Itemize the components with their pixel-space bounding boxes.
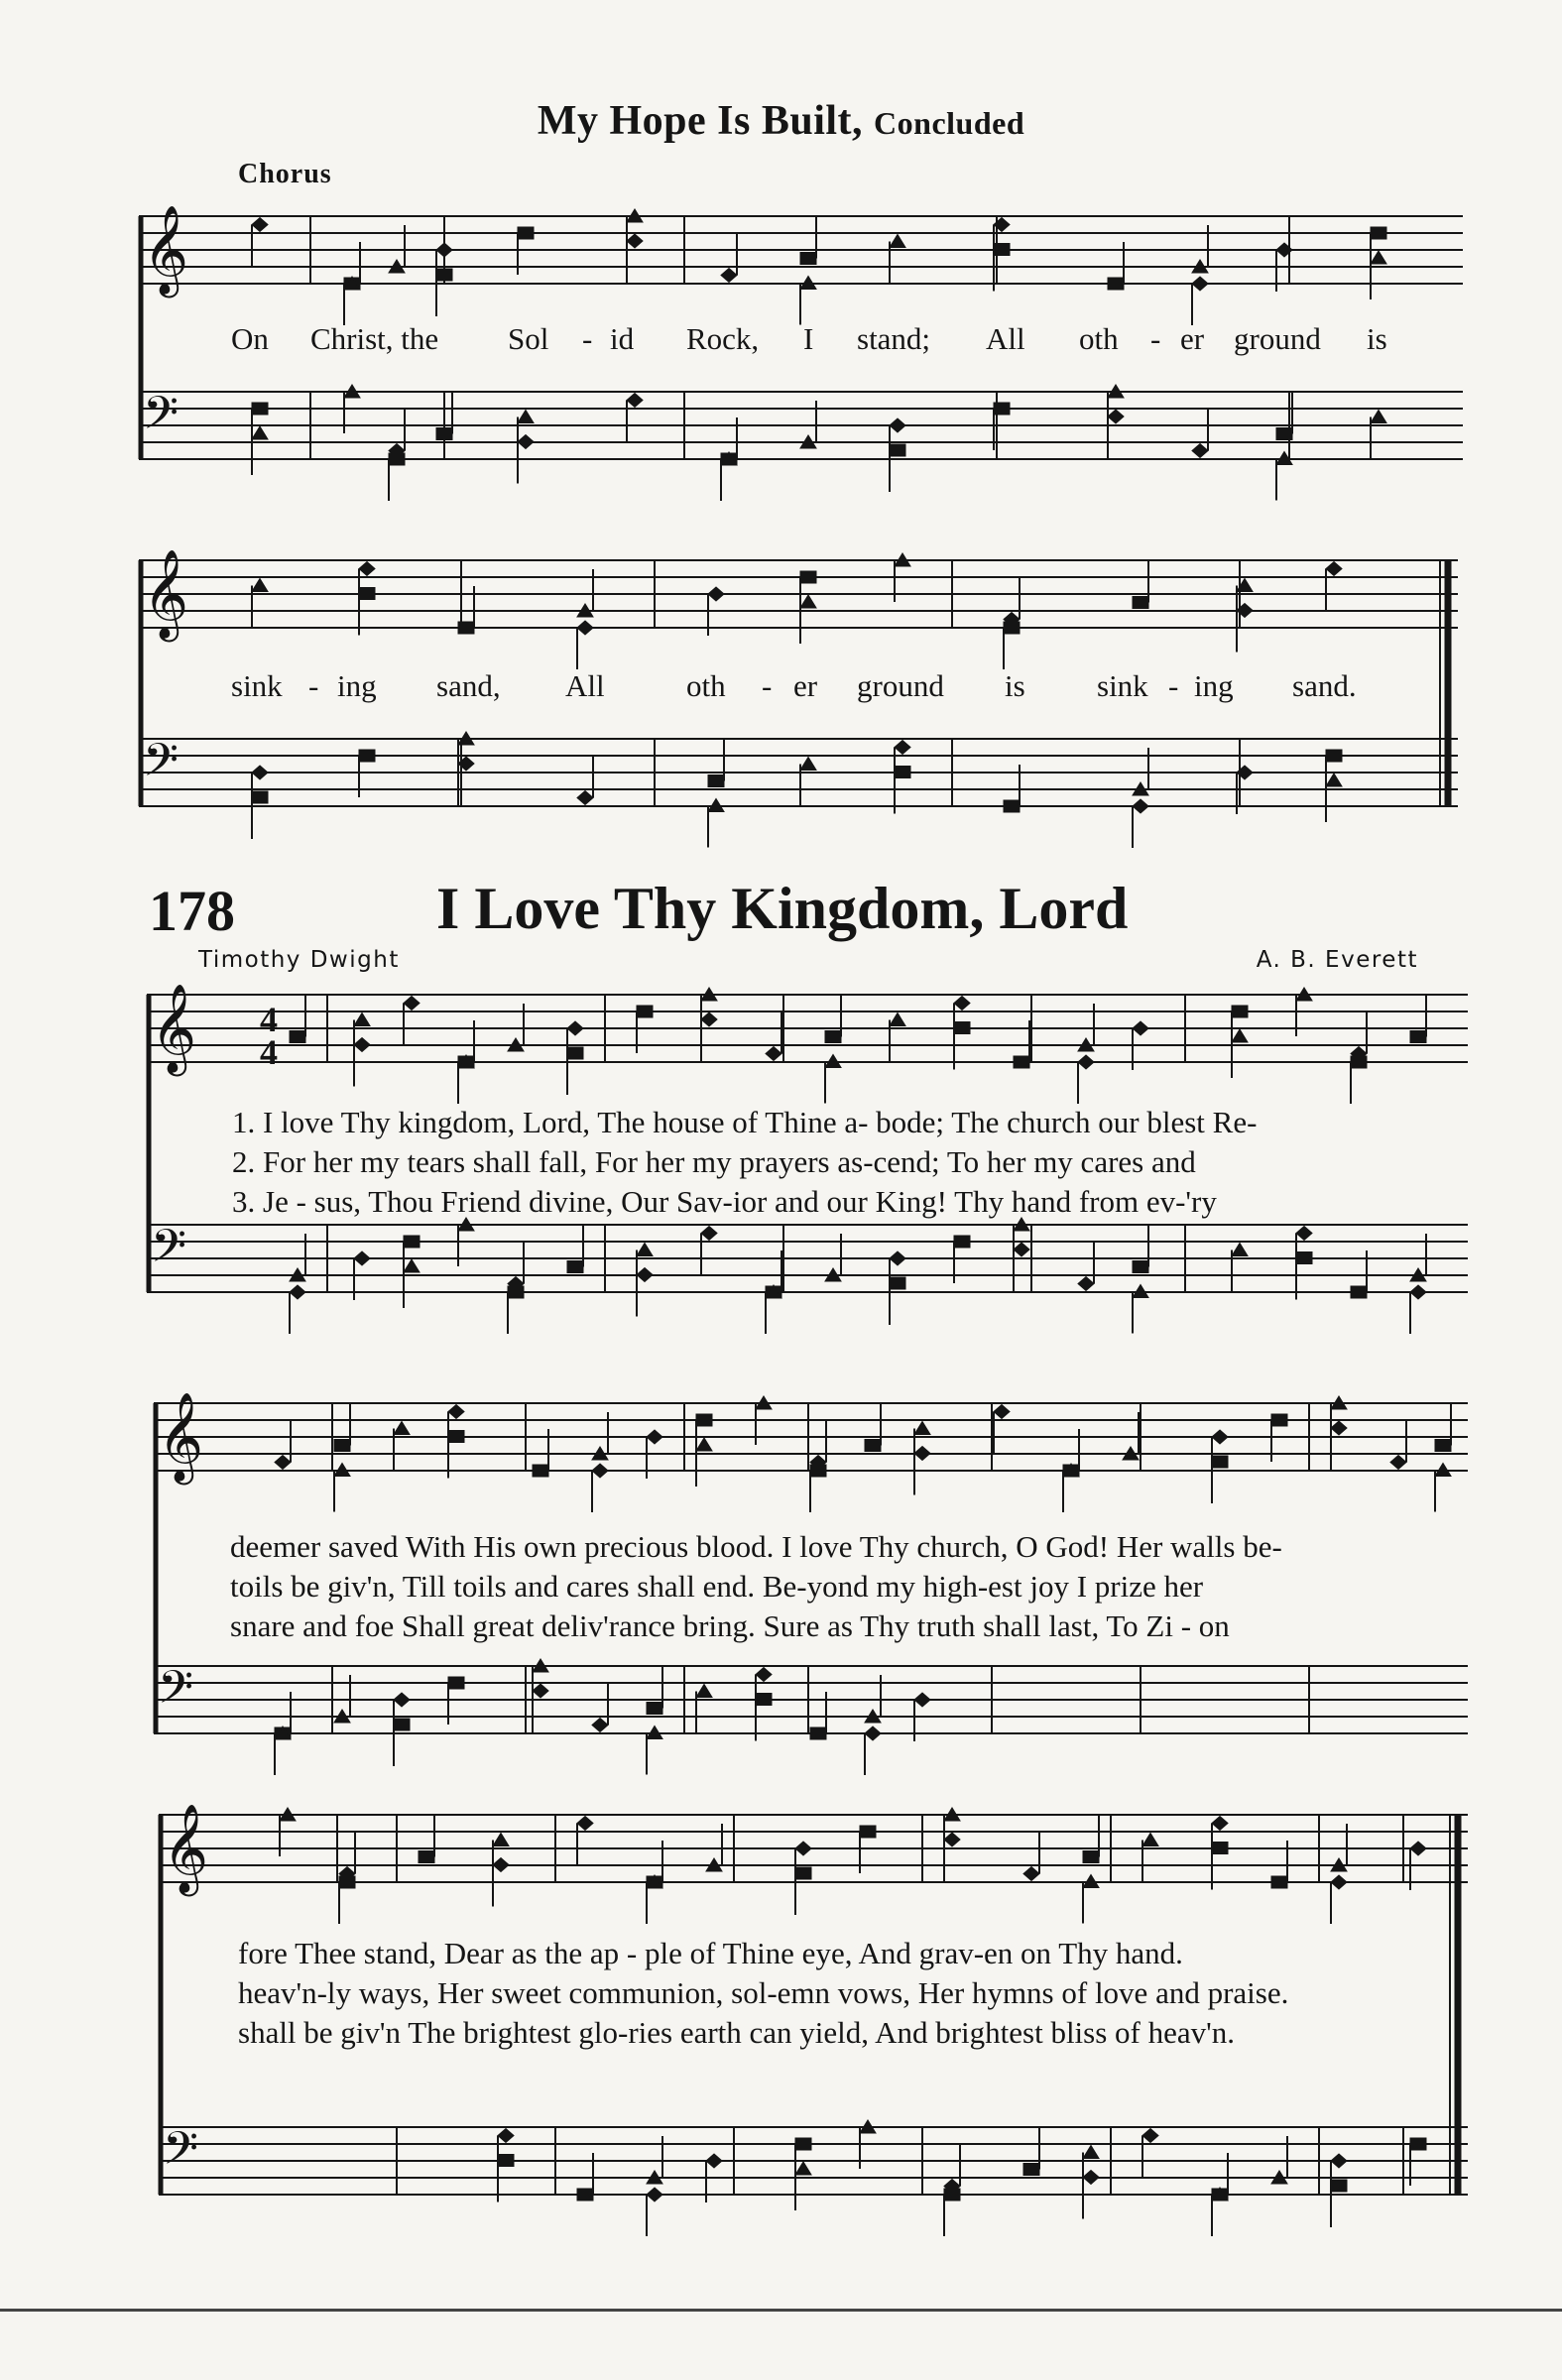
note-head bbox=[1410, 1842, 1426, 1855]
note-head bbox=[954, 997, 970, 1011]
note-head bbox=[577, 2189, 593, 2201]
note-head bbox=[436, 269, 452, 281]
note-head bbox=[1108, 278, 1124, 290]
note-head bbox=[394, 1719, 410, 1730]
note-head bbox=[1014, 1056, 1029, 1068]
note-head bbox=[252, 579, 268, 592]
note-head bbox=[890, 1277, 905, 1289]
note-head bbox=[1326, 750, 1342, 762]
note-head bbox=[1435, 1440, 1451, 1452]
note-head bbox=[1390, 1456, 1406, 1470]
note-head bbox=[448, 1677, 464, 1689]
note-head bbox=[800, 571, 816, 583]
note-head bbox=[404, 997, 420, 1011]
verse-line-2: 2. For her my tears shall fall, For her my prayers as-cend; To her my cares and bbox=[232, 1144, 1196, 1179]
note-head bbox=[1331, 1421, 1347, 1435]
note-head bbox=[592, 1719, 608, 1732]
note-head bbox=[518, 435, 534, 449]
note-head bbox=[448, 1431, 464, 1443]
note-head bbox=[1133, 1021, 1148, 1035]
chorus-word: oth bbox=[686, 668, 726, 703]
note-head bbox=[766, 1047, 781, 1061]
note-head bbox=[359, 588, 375, 600]
note-head bbox=[706, 2154, 722, 2168]
chorus-word: Rock, bbox=[686, 321, 760, 356]
note-head bbox=[404, 1259, 420, 1272]
hymn-title: I Love Thy Kingdom, Lord bbox=[436, 876, 1129, 941]
chorus-word: ing bbox=[1194, 668, 1234, 703]
note-head bbox=[389, 453, 405, 465]
note-head bbox=[795, 2162, 811, 2175]
note-head bbox=[1142, 2129, 1158, 2143]
note-head bbox=[1371, 411, 1386, 423]
note-head bbox=[756, 1668, 772, 1682]
note-head bbox=[1271, 1414, 1287, 1426]
note-head bbox=[708, 775, 724, 787]
note-head bbox=[533, 1465, 548, 1477]
continued-hymn-name: My Hope Is Built, bbox=[537, 98, 864, 144]
note-head bbox=[721, 269, 737, 283]
note-head bbox=[394, 1693, 410, 1707]
note-head bbox=[448, 1405, 464, 1419]
chorus-word: Sol bbox=[508, 321, 549, 356]
note-head bbox=[1133, 799, 1148, 813]
note-head bbox=[795, 1842, 811, 1855]
chorus-word: All bbox=[986, 321, 1025, 356]
note-head bbox=[795, 2138, 811, 2150]
note-head bbox=[895, 741, 910, 755]
note-head bbox=[1078, 1055, 1094, 1069]
chorus-word: sink bbox=[231, 668, 283, 703]
note-head bbox=[1410, 1031, 1426, 1043]
treble-clef-icon: 𝄞 bbox=[158, 1392, 204, 1482]
chorus-word: sink bbox=[1097, 668, 1148, 703]
chorus-word: sand, bbox=[436, 668, 501, 703]
bass-clef-icon: 𝄢 bbox=[143, 387, 180, 451]
note-head bbox=[895, 767, 910, 778]
time-signature-top: 4 bbox=[260, 1000, 278, 1039]
note-head bbox=[1371, 251, 1386, 264]
chorus-word: On bbox=[231, 321, 269, 356]
chorus-word: is bbox=[1367, 321, 1387, 356]
note-head bbox=[914, 1447, 930, 1461]
note-head bbox=[1351, 1056, 1367, 1068]
note-head bbox=[800, 253, 816, 265]
note-head bbox=[419, 1851, 434, 1863]
note-head bbox=[627, 394, 643, 408]
note-head bbox=[1078, 1277, 1094, 1291]
chorus-word: stand; bbox=[857, 321, 931, 356]
note-head bbox=[290, 1031, 305, 1043]
note-head bbox=[1296, 1252, 1312, 1264]
note-head bbox=[1296, 1227, 1312, 1241]
note-head bbox=[354, 1038, 370, 1052]
note-head bbox=[1326, 774, 1342, 786]
page-edge-rule bbox=[0, 2309, 1562, 2312]
note-head bbox=[890, 418, 905, 432]
note-head bbox=[252, 426, 268, 439]
note-head bbox=[252, 791, 268, 803]
verse-line-1: 1. I love Thy kingdom, Lord, The house of Thine a- bode; The church our blest Re- bbox=[232, 1105, 1258, 1139]
note-head bbox=[493, 1834, 509, 1846]
note-head bbox=[458, 622, 474, 634]
chorus-word: - bbox=[1168, 668, 1179, 703]
note-head bbox=[954, 1022, 970, 1034]
time-signature-bottom: 4 bbox=[260, 1032, 278, 1072]
note-head bbox=[354, 1013, 370, 1026]
note-head bbox=[252, 766, 268, 779]
note-head bbox=[359, 562, 375, 576]
author-credit: Timothy Dwight bbox=[198, 947, 400, 973]
note-head bbox=[696, 1414, 712, 1426]
bass-clef-icon: 𝄢 bbox=[158, 1661, 194, 1726]
note-head bbox=[756, 1694, 772, 1706]
concluded-label: Concluded bbox=[874, 105, 1025, 141]
note-head bbox=[498, 2155, 514, 2167]
note-head bbox=[825, 1031, 841, 1043]
verse-line-1: fore Thee stand, Dear as the ap - ple of Thine eye, And grav-en on Thy hand. bbox=[238, 1936, 1183, 1970]
note-head bbox=[1271, 1876, 1287, 1888]
note-head bbox=[334, 1440, 350, 1452]
note-head bbox=[795, 1867, 811, 1879]
note-head bbox=[1083, 1851, 1099, 1863]
note-head bbox=[498, 2129, 514, 2143]
note-head bbox=[533, 1684, 548, 1698]
note-head bbox=[1212, 1817, 1228, 1831]
note-head bbox=[252, 218, 268, 232]
chorus-word: oth bbox=[1079, 321, 1119, 356]
note-head bbox=[394, 1422, 410, 1435]
note-head bbox=[637, 1244, 653, 1256]
note-head bbox=[567, 1021, 583, 1035]
chorus-word: er bbox=[793, 668, 818, 703]
verse-line-3: shall be giv'n The brightest glo-ries earth can yield, And brightest bliss of heav'n. bbox=[238, 2015, 1235, 2050]
note-head bbox=[637, 1268, 653, 1282]
note-head bbox=[708, 587, 724, 601]
note-head bbox=[701, 1227, 717, 1241]
bass-clef-icon: 𝄢 bbox=[143, 734, 180, 798]
note-head bbox=[1133, 1261, 1148, 1273]
note-head bbox=[359, 750, 375, 762]
note-head bbox=[1410, 2138, 1426, 2150]
note-head bbox=[627, 234, 643, 248]
note-head bbox=[994, 1405, 1010, 1419]
note-head bbox=[994, 244, 1010, 256]
note-head bbox=[290, 1285, 305, 1299]
verse-line-2: toils be giv'n, Till toils and cares shall end. Be-yond my high-est joy I prize her bbox=[230, 1569, 1204, 1604]
chorus-word: is bbox=[1005, 668, 1025, 703]
chorus-word: - bbox=[1150, 321, 1161, 356]
note-head bbox=[1108, 410, 1124, 423]
note-head bbox=[1276, 428, 1292, 440]
note-head bbox=[1004, 800, 1020, 812]
note-head bbox=[1232, 1244, 1248, 1256]
note-head bbox=[1004, 622, 1020, 634]
note-head bbox=[914, 1422, 930, 1435]
note-head bbox=[860, 1826, 876, 1838]
note-head bbox=[1232, 1029, 1248, 1042]
chorus-word: - bbox=[762, 668, 773, 703]
note-head bbox=[890, 444, 905, 456]
note-head bbox=[567, 1047, 583, 1059]
note-head bbox=[1331, 2154, 1347, 2168]
note-head bbox=[810, 1727, 826, 1739]
note-head bbox=[1410, 1285, 1426, 1299]
treble-clef-icon: 𝄞 bbox=[143, 205, 189, 295]
note-head bbox=[696, 1685, 712, 1698]
chorus-word: I bbox=[803, 321, 814, 356]
note-head bbox=[865, 1726, 881, 1740]
chorus-word: id bbox=[610, 321, 635, 356]
note-head bbox=[518, 227, 534, 239]
note-head bbox=[1023, 2164, 1039, 2176]
note-head bbox=[1192, 277, 1208, 291]
note-head bbox=[701, 1012, 717, 1026]
note-head bbox=[1023, 1867, 1039, 1881]
note-head bbox=[696, 1438, 712, 1451]
note-head bbox=[865, 1440, 881, 1452]
note-head bbox=[1212, 1843, 1228, 1854]
note-head bbox=[1371, 227, 1386, 239]
note-head bbox=[1014, 1243, 1029, 1256]
note-head bbox=[944, 2189, 960, 2201]
note-head bbox=[1331, 1875, 1347, 1889]
note-head bbox=[637, 1006, 653, 1017]
note-head bbox=[577, 1817, 593, 1831]
note-head bbox=[436, 428, 452, 440]
note-head bbox=[567, 1261, 583, 1273]
note-head bbox=[508, 1286, 524, 1298]
note-head bbox=[647, 1703, 662, 1715]
note-head bbox=[800, 595, 816, 608]
verse-line-3: 3. Je - sus, Thou Friend divine, Our Sav-ior and our King! Thy hand from ev-'ry bbox=[232, 1184, 1217, 1219]
bass-clef-icon: 𝄢 bbox=[163, 2122, 199, 2187]
bass-clef-icon: 𝄢 bbox=[151, 1220, 187, 1284]
note-head bbox=[1232, 1006, 1248, 1017]
note-head bbox=[354, 1251, 370, 1265]
note-head bbox=[1142, 1834, 1158, 1846]
note-head bbox=[1133, 597, 1148, 609]
note-head bbox=[1331, 2180, 1347, 2192]
note-head bbox=[890, 1013, 905, 1026]
note-head bbox=[914, 1693, 930, 1707]
treble-clef-icon: 𝄞 bbox=[163, 1804, 209, 1893]
note-head bbox=[647, 2188, 662, 2202]
note-head bbox=[592, 1464, 608, 1478]
note-head bbox=[800, 758, 816, 771]
note-head bbox=[252, 403, 268, 415]
note-head bbox=[275, 1456, 291, 1470]
note-head bbox=[810, 1465, 826, 1477]
chorus-word: - bbox=[308, 668, 319, 703]
chorus-word: Christ, the bbox=[310, 321, 439, 356]
chorus-label: Chorus bbox=[238, 159, 332, 189]
note-head bbox=[436, 243, 452, 257]
treble-clef-icon: 𝄞 bbox=[143, 549, 189, 639]
note-head bbox=[1212, 1430, 1228, 1444]
chorus-word: er bbox=[1180, 321, 1205, 356]
chorus-word: ing bbox=[337, 668, 377, 703]
chorus-word: ground bbox=[1234, 321, 1321, 356]
note-head bbox=[518, 411, 534, 423]
note-head bbox=[1083, 2146, 1099, 2159]
note-head bbox=[1212, 1456, 1228, 1468]
chorus-word: All bbox=[565, 668, 605, 703]
note-head bbox=[404, 1236, 420, 1248]
note-head bbox=[954, 1236, 970, 1248]
note-head bbox=[1083, 2171, 1099, 2185]
note-head bbox=[493, 1858, 509, 1872]
note-head bbox=[339, 1876, 355, 1888]
note-head bbox=[1326, 562, 1342, 576]
note-head bbox=[944, 1833, 960, 1846]
note-head bbox=[577, 791, 593, 805]
note-head bbox=[890, 1251, 905, 1265]
verse-line-1: deemer saved With His own precious blood. I love Thy church, O God! Her walls be- bbox=[230, 1529, 1282, 1564]
chorus-word: ground bbox=[857, 668, 944, 703]
note-head bbox=[1351, 1286, 1367, 1298]
note-head bbox=[1192, 444, 1208, 458]
composer-credit: A. B. Everett bbox=[1256, 947, 1418, 973]
note-head bbox=[994, 403, 1010, 415]
verse-line-3: snare and foe Shall great deliv'rance bring. Sure as Thy truth shall last, To Zi - on bbox=[230, 1608, 1230, 1643]
chorus-word: sand. bbox=[1292, 668, 1357, 703]
note-head bbox=[647, 1430, 662, 1444]
hymn-number: 178 bbox=[149, 879, 235, 943]
treble-clef-icon: 𝄞 bbox=[151, 984, 197, 1073]
verse-line-2: heav'n-ly ways, Her sweet communion, sol-emn vows, Her hymns of love and praise. bbox=[238, 1975, 1289, 2010]
note-head bbox=[577, 621, 593, 635]
note-head bbox=[890, 235, 905, 248]
chorus-word: - bbox=[582, 321, 593, 356]
